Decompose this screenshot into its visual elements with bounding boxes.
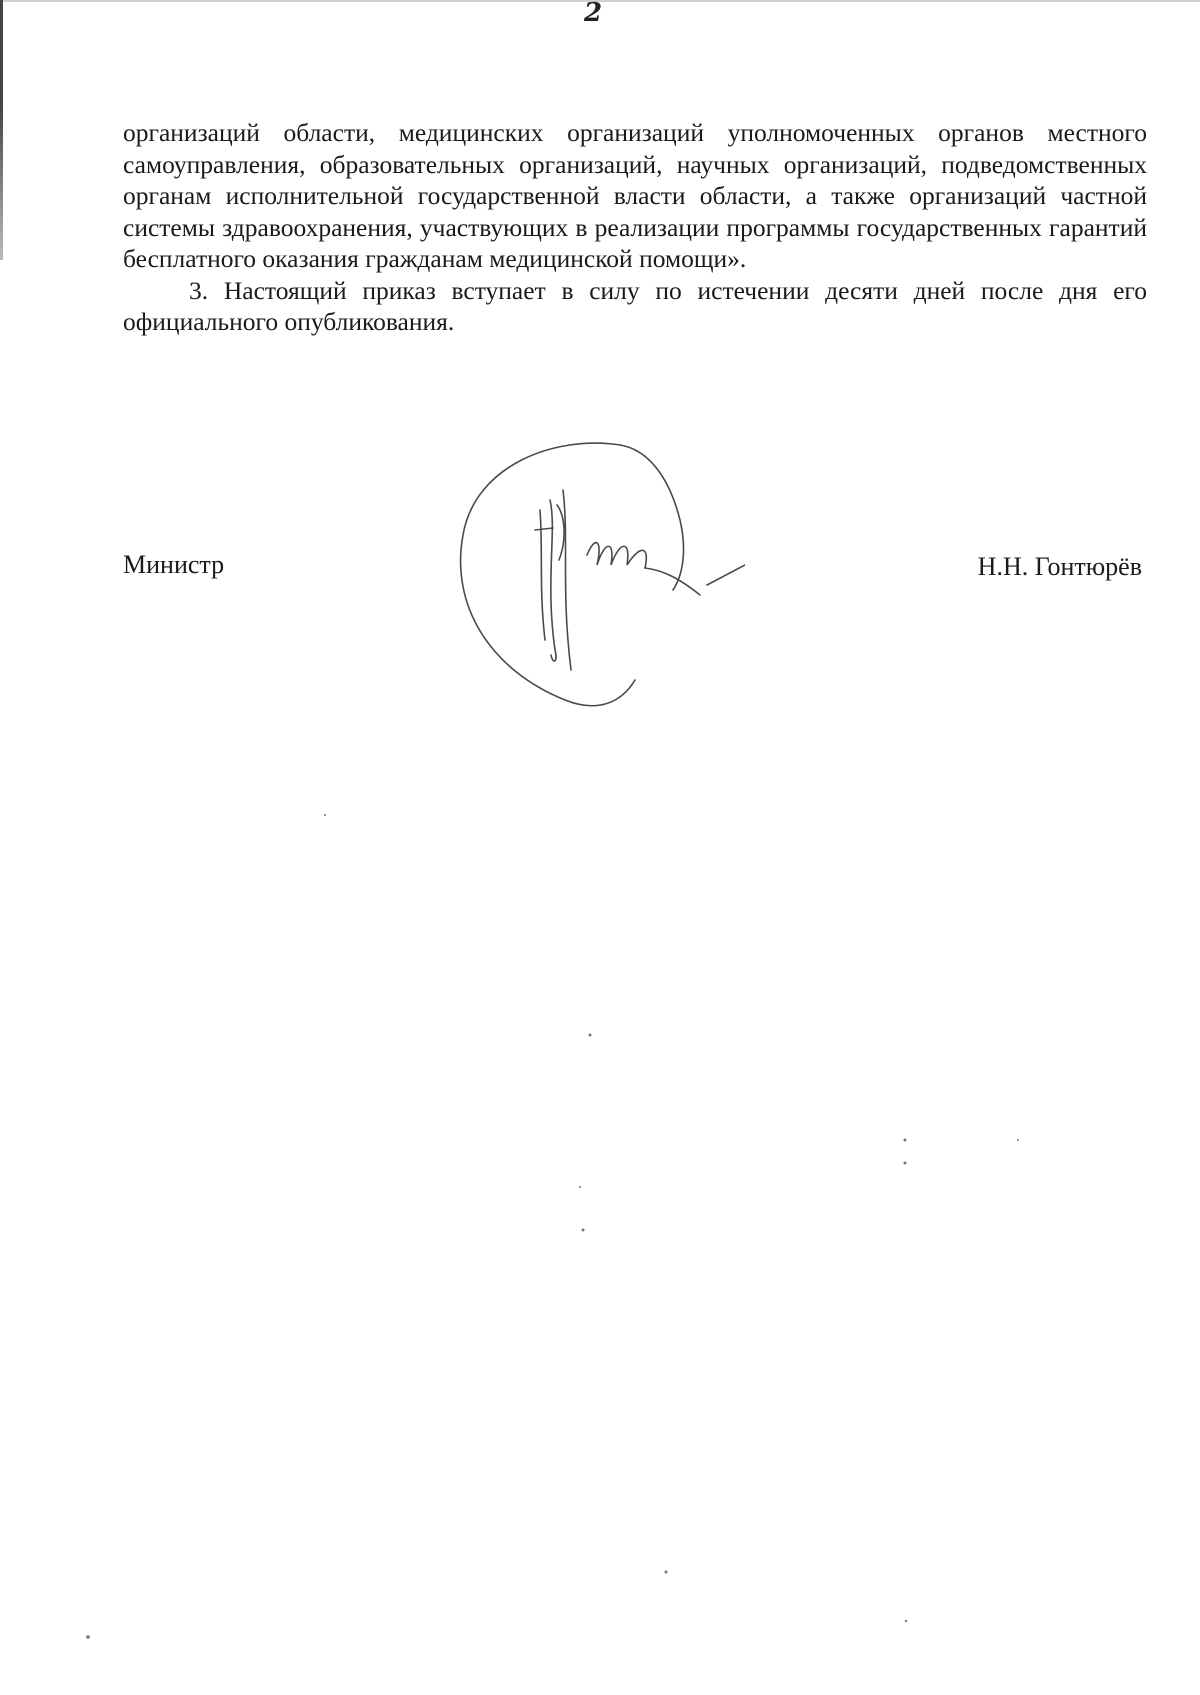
page-left-edge xyxy=(0,0,3,260)
signatory-name: Н.Н. Гонтюрёв xyxy=(977,552,1142,581)
paragraph-clause-3: 3. Настоящий приказ вступает в силу по истечении десяти дней после дня его официального опубликования. xyxy=(123,275,1147,336)
page-number: 2 xyxy=(583,0,603,28)
paragraph-continuation: организаций области, медицинских организаций уполномоченных органов местного самоуправления, образовательных организаций, научных организаций, подведомственных органам исполнительной государственной власти области, а также организаций частной системы здравоохранения, участвующих в реализации программы государственных гарантий бесплатного оказания гражданам медицинской помощи». xyxy=(123,118,1147,273)
signatory-position: Министр xyxy=(123,550,225,579)
handwritten-signature xyxy=(445,440,745,740)
document-body xyxy=(123,117,1147,338)
